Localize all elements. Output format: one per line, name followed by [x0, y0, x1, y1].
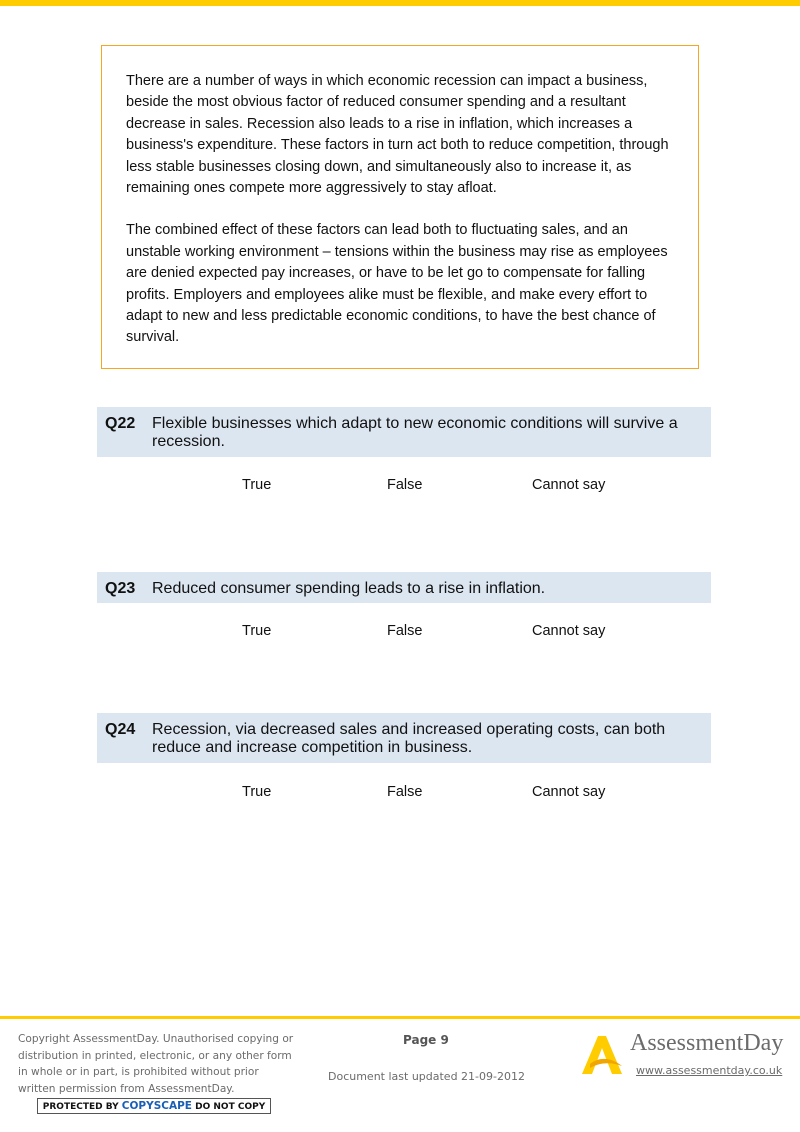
passage-paragraph-1: There are a number of ways in which economic recession can impact a business, beside the most obvious factor of reduced consumer spending and a resultant decrease in sales. Recession also leads to a rise in inflation, which increases a business's expenditure. These factors in turn act both to reduce competition, through less stable businesses closing down, and simultaneously also to increase it, as remaining ones compete more aggressively to stay afloat. — [126, 73, 669, 197]
page-number: Page 9 — [403, 1033, 449, 1047]
question-number: Q24 — [105, 721, 136, 738]
footer-divider — [0, 1016, 800, 1019]
q23-option-false[interactable]: False — [387, 623, 423, 639]
passage-paragraph-2: The combined effect of these factors can lead both to fluctuating sales, and an unstable working environment – tensions within the business may rise as employees are denied expected pay increases, or have to be let go to compensate for falling profits. Employers and employees alike must be flexible, and make every effort to adapt to new and less predictable economic conditions, to have the best chance of survival. — [126, 222, 668, 346]
q22-option-true[interactable]: True — [242, 477, 272, 493]
question-text: Flexible businesses which adapt to new economic conditions will survive a recession. — [152, 415, 678, 450]
last-updated: Document last updated 21-09-2012 — [328, 1070, 525, 1083]
copyscape-brand: COPYSCAPE — [121, 1100, 192, 1112]
q24-option-false[interactable]: False — [387, 784, 423, 800]
assessmentday-logo-icon — [578, 1030, 624, 1076]
copyscape-prefix: PROTECTED BY — [42, 1102, 119, 1112]
question-q24 — [97, 713, 711, 763]
question-number: Q23 — [105, 580, 136, 597]
copyscape-badge[interactable] — [37, 1098, 271, 1114]
q23-option-true[interactable]: True — [242, 623, 272, 639]
question-text: Reduced consumer spending leads to a rise in inflation. — [152, 580, 546, 597]
q22-option-cannot-say[interactable]: Cannot say — [532, 477, 606, 493]
question-q22 — [97, 407, 711, 457]
question-text: Recession, via decreased sales and increased operating costs, can both reduce and increase competition in business. — [152, 721, 666, 756]
copyscape-suffix: DO NOT COPY — [195, 1102, 266, 1112]
q22-option-false[interactable]: False — [387, 477, 423, 493]
logo-wordmark: AssessmentDay — [630, 1030, 784, 1056]
passage-box — [101, 45, 699, 369]
top-accent-bar — [0, 0, 800, 6]
question-number: Q22 — [105, 415, 136, 432]
copyright-notice: Copyright AssessmentDay. Unauthorised copying or distribution in printed, electronic, or any other form in whole or in part, is prohibited without prior written permission from AssessmentDay. — [18, 1033, 294, 1095]
website-link[interactable]: www.assessmentday.co.uk — [636, 1064, 783, 1077]
q23-option-cannot-say[interactable]: Cannot say — [532, 623, 606, 639]
question-q23 — [97, 572, 711, 603]
q24-option-cannot-say[interactable]: Cannot say — [532, 784, 606, 800]
q24-option-true[interactable]: True — [242, 784, 272, 800]
